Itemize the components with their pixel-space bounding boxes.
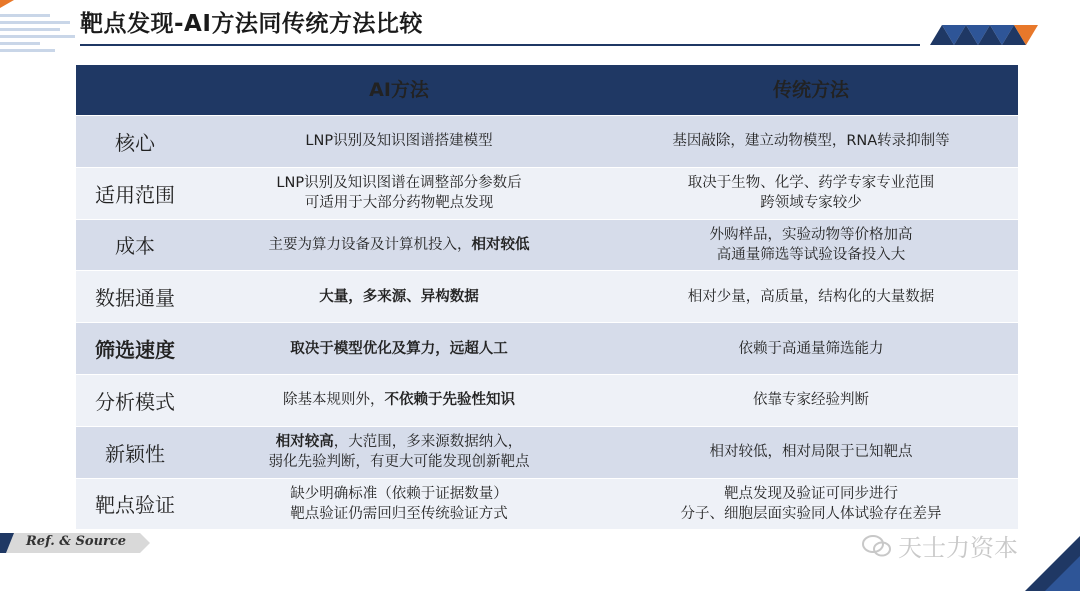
corner-triangle-decoration [1025,536,1080,591]
traditional-cell: 靶点发现及验证可同步进行 分子、细胞层面实验同人体试验存在差异 [680,485,942,522]
wechat-icon [862,533,892,559]
ai-cell: LNP识别及知识图谱搭建模型 [305,133,493,150]
table-row [76,374,1018,426]
ai-cell: 取决于模型优化及算力，远超人工 [290,340,508,357]
ai-cell: 相对较高，大范围，多来源数据纳入， 弱化先验判断，有更大可能发现创新靶点 [268,434,530,471]
row-label: 新颖性 [105,441,165,466]
traditional-cell: 依赖于高通量筛选能力 [738,340,884,357]
row-label: 适用范围 [95,182,175,207]
triangle-decoration [930,25,1050,45]
table-row [76,219,1018,271]
traditional-cell: 依靠专家经验判断 [753,392,869,409]
row-label: 核心 [115,130,155,155]
watermark [862,528,1018,563]
row-label: 数据通量 [95,286,175,311]
ai-cell: 大量，多来源、异构数据 [319,288,479,305]
ai-cell: LNP识别及知识图谱在调整部分参数后 可适用于大部分药物靶点发现 [276,175,522,212]
ref-source-label: Ref. & Source [26,534,127,549]
table-row [76,115,1018,167]
header-traditional: 传统方法 [772,79,849,101]
traditional-cell: 外购样品，实验动物等价格加高 高通量筛选等试验设备投入大 [709,226,913,263]
table-row [76,167,1018,219]
ai-cell: 缺少明确标准（依赖于证据数量） 靶点验证仍需回归至传统验证方式 [290,485,508,522]
traditional-cell: 相对较低，相对局限于已知靶点 [709,444,913,461]
title-underline [80,44,920,46]
corner-decoration [0,0,90,70]
table-row [76,478,1018,530]
comparison-table [76,65,1018,529]
page-title: 靶点发现-AI方法同传统方法比较 [80,11,423,37]
traditional-cell: 基因敲除，建立动物模型，RNA转录抑制等 [672,133,950,150]
ai-cell: 除基本规则外，不依赖于先验性知识 [283,392,515,409]
traditional-cell: 取决于生物、化学、药学专家专业范围 跨领域专家较少 [687,175,935,212]
traditional-cell: 相对少量，高质量，结构化的大量数据 [687,288,935,305]
ref-source-tag [0,533,150,553]
row-label: 成本 [115,234,155,259]
row-label: 分析模式 [95,389,175,414]
table-row [76,426,1018,478]
table-row [76,270,1018,322]
table-row [76,322,1018,374]
row-label: 靶点验证 [95,493,175,518]
ai-cell: 主要为算力设备及计算机投入，相对较低 [268,236,530,253]
row-label: 筛选速度 [95,338,175,363]
table-header [76,65,1018,115]
header-ai: AI方法 [369,79,429,101]
watermark-text: 天士力资本 [898,534,1018,562]
